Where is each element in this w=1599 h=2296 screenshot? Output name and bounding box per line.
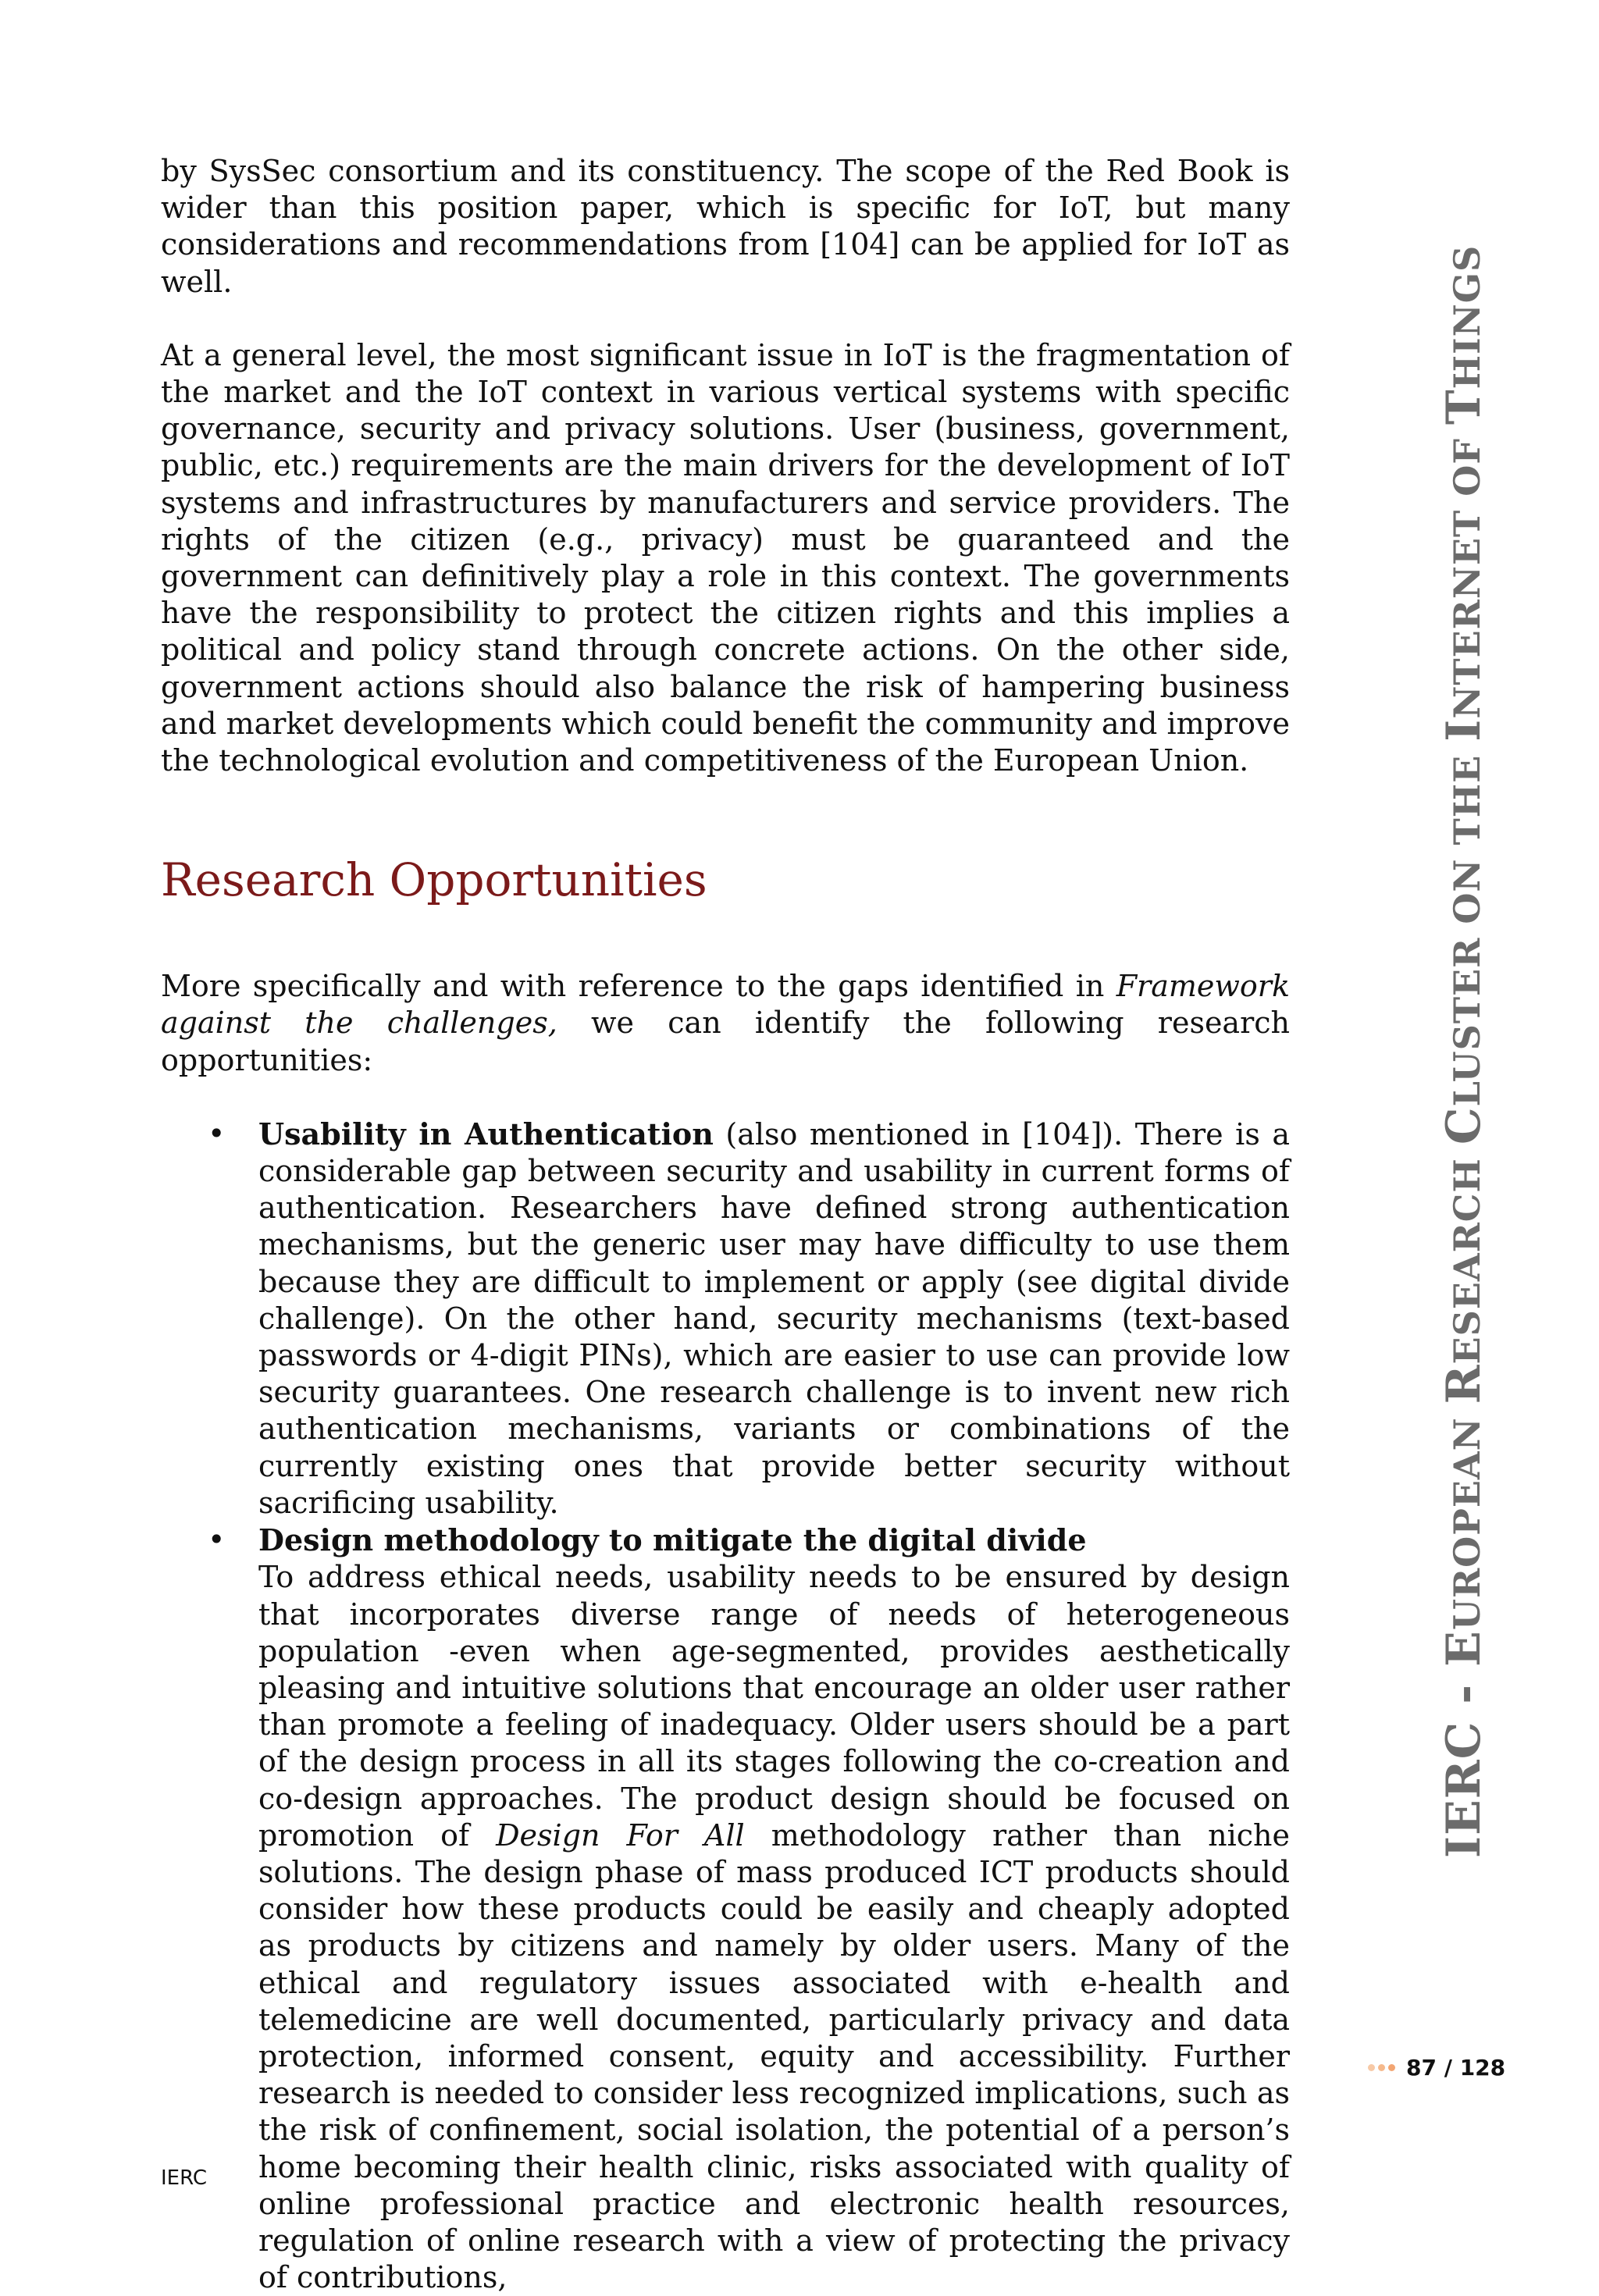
list-item-body: methodology rather than niche solutions. The design phase of mass produced ICT products should consider how these products could be easily and cheaply adopted as products by citizens and namely by older users. Many of the ethical and regulatory issues associated with e-health and telemedicine are well documented, particularly privacy and data protection, informed consent, equity and accessibility. Further research is needed to consider less recognized implications, such as the risk of confinement, social isolation, the potential of a person’s home becoming their health clinic, risks associated with quality of online professional practice and electronic health resources, regulation of online research with a view of protecting the privacy of contributions,: [258, 1817, 1291, 2295]
bullet-icon: •: [208, 1116, 226, 1151]
sidebar-title-text: LUSTER ON THE: [1446, 741, 1488, 1107]
page-dots-icon: [1368, 2064, 1395, 2071]
dot-icon: [1388, 2064, 1395, 2071]
intro-text: More specifically and with reference to the gaps identified in: [161, 969, 1116, 1004]
list-item-body: To address ethical needs, usability needs to be ensured by design that incorporates diverse range of needs of heterogeneous population -even when age-segmented, provides aesthetically pleasing and intuitive solutions that encourage an older user rather than promote a feeling of inadequacy. Older users should be a part of the design process in all its stages following the co-creation and co-design approaches. The product design should be focused on promotion of: [258, 1560, 1290, 1853]
sidebar-title-text: I: [1437, 718, 1491, 742]
list-item-title: Usability in Authentication: [258, 1116, 714, 1152]
sidebar-title-text: ESEARCH: [1446, 1144, 1488, 1365]
list-item-text: [258, 1559, 1290, 2296]
sidebar-title-text: HINGS: [1446, 244, 1488, 390]
dot-icon: [1368, 2064, 1375, 2071]
research-opportunities-list: [161, 1116, 1290, 2296]
sidebar-document-title: [1437, 245, 1491, 1858]
body-paragraph: by SysSec consortium and its constituency. The scope of the Red Book is wider than this position paper, which is specific for IoT, but many considerations and recommendations from [104] can be applied for IoT as well.: [161, 154, 1290, 299]
list-item-title: Design methodology to mitigate the digital divide: [258, 1522, 1087, 1558]
section-intro: [161, 968, 1290, 1079]
list-item: [161, 1522, 1290, 2296]
sidebar-title-text: T: [1437, 389, 1491, 425]
list-item-body: (also mentioned in [104]). There is a considerable gap between security and usability in current forms of authentication. Researchers have defined strong authentication mechanisms, but the generic user may have difficulty to use them because they are difficult to implement or apply (see digital divide challenge). On the other hand, security mechanisms (text-based passwords or 4-digit PINs), which are easier to use can provide low security guarantees. One research challenge is to invent new rich authentication mechanisms, variants or combinations of the currently existing ones that provide better security without sacrificing usability.: [258, 1116, 1290, 1520]
dot-icon: [1378, 2064, 1385, 2071]
page-content: [161, 153, 1290, 2296]
page-number: [1368, 2055, 1505, 2081]
list-item-text: [258, 1116, 1290, 1522]
list-item-emphasis: Design For All: [496, 1817, 745, 1853]
page-number-text: 87 / 128: [1406, 2055, 1506, 2081]
list-item-title-line: [258, 1522, 1290, 1559]
sidebar-title-text: NTERNET OF: [1446, 424, 1488, 719]
body-paragraph: At a general level, the most significant issue in IoT is the fragmentation of the market and the IoT context in various vertical systems with specific governance, security and privacy solutions. User (business, government, public, etc.) requirements are the main drivers for the development of IoT systems and infrastructures by manufacturers and service providers. The rights of the citizen (e.g., privacy) must be guaranteed and the government can definitively play a role in this context. The governments have the responsibility to protect the citizen rights and this implies a political and policy stand through concrete actions. On the other side, government actions should also balance the risk of hampering business and market developments which could benefit the community and improve the technological evolution and competitiveness of the European Union.: [161, 337, 1290, 778]
list-item: [161, 1116, 1290, 1522]
bullet-icon: •: [208, 1522, 226, 1557]
sidebar-title-text: IERC - E: [1437, 1630, 1491, 1858]
sidebar-title-text: C: [1437, 1106, 1491, 1145]
section-heading: Research Opportunities: [161, 853, 707, 907]
sidebar-title-text: R: [1437, 1364, 1491, 1404]
intro-text: we can identify the following research opportunities:: [161, 1006, 1291, 1077]
footer-label: IERC: [161, 2166, 208, 2190]
intro-reference: Framework against the challenges,: [161, 969, 1290, 1041]
sidebar-title-text: UROPEAN: [1446, 1404, 1488, 1631]
